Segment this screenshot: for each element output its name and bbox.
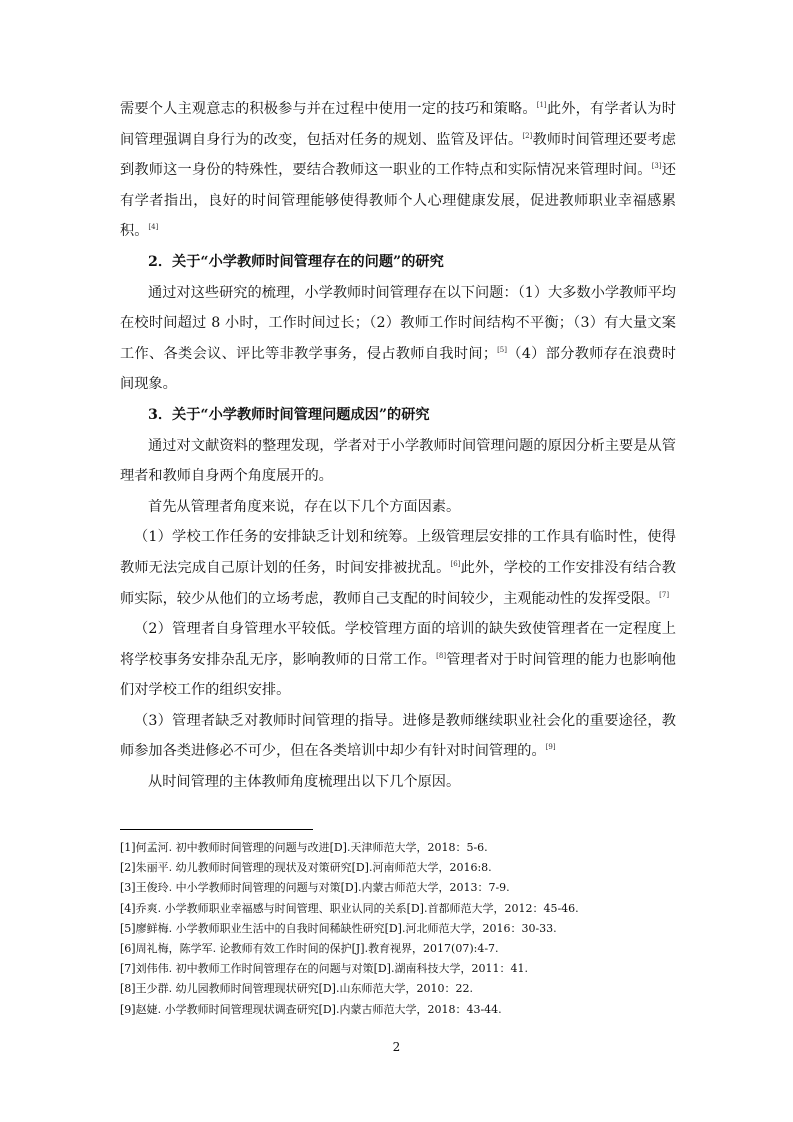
paragraph-6 xyxy=(120,614,676,706)
citation-ref: [9] xyxy=(545,743,556,752)
footnote-item: [4]乔爽. 小学教师职业幸福感与时间管理、职业认同的关系[D].首都师范大学，2012：45-46. xyxy=(120,901,579,915)
paragraph-8: 从时间管理的主体教师角度梳理出以下几个原因。 xyxy=(148,774,461,791)
text-run: 此外，学校的工作安排没有结合教师实际，较少从他们的立场考虑，教师自己支配的时间较少，主观能动性的发挥受限。 xyxy=(120,559,676,607)
citation-ref: [5] xyxy=(497,345,507,354)
footnote-item: [6]周礼梅，陈学军. 论教师有效工作时间的保护[J].教育视界，2017(07):4-7. xyxy=(120,942,499,956)
text-run: 还有学者指出，良好的时间管理能够使得教师个人心理健康发展，促进教师职业幸福感累积。 xyxy=(120,162,676,240)
paragraph-7 xyxy=(120,706,676,767)
paragraph-2 xyxy=(120,278,676,400)
citation-ref: [3] xyxy=(651,162,662,171)
paragraph-1 xyxy=(120,94,676,247)
citation-ref: [2] xyxy=(522,131,533,140)
text-run: （4）部分教师存在浪费时间现象。 xyxy=(120,345,676,393)
footnote-item: [8]王少群. 幼儿园教师时间管理现状研究[D].山东师范大学，2010：22. xyxy=(120,982,473,996)
footnote-item: [9]赵婕. 小学教师时间管理现状调查研究[D].内蒙古师范大学，2018：43-44. xyxy=(120,1002,502,1016)
footnotes xyxy=(120,838,676,1020)
paragraph-3: 通过对文献资料的整理发现，学者对于小学教师时间管理问题的原因分析主要是从管理者和教师自身两个角度展开的。 xyxy=(120,437,676,485)
section-heading-3: 3．关于“小学教师时间管理问题成因”的研究 xyxy=(148,406,430,423)
footnote-item: [7]刘伟伟. 初中教师工作时间管理存在的问题与对策[D].湖南科技大学，2011：41. xyxy=(120,962,528,976)
citation-ref: [1] xyxy=(536,101,547,109)
footnote-item: [5]廖鲜梅. 小学教师职业生活中的自我时间稀缺性研究[D].河北师范大学，2016：30-33. xyxy=(120,921,557,935)
paragraph-4: 首先从管理者角度来说，存在以下几个方面因素。 xyxy=(148,498,461,515)
text-run: 需要个人主观意志的积极参与并在过程中使用一定的技巧和策略。 xyxy=(120,101,537,117)
footnote-item: [2]朱丽平. 幼儿教师时间管理的现状及对策研究[D].河南师范大学，2016:8. xyxy=(120,861,492,875)
body-text xyxy=(120,94,676,798)
text-run: （1）学校工作任务的安排缺乏计划和统筹。上级管理层安排的工作具有临时性，使得教师无法完成自己原计划的任务，时间安排被扰乱。 xyxy=(120,529,676,576)
text-run: 此外，有学者认为时间管理强调自身行为的改变，包括对任务的规划、监管及评估。 xyxy=(120,101,676,148)
text-run: 通过对这些研究的梳理，小学教师时间管理存在以下问题：（1）大多数小学教师平均在校时间超过 8 小时，工作时间过长；（2）教师工作时间结构不平衡；（3）有大量文案工作、各类会议、评比等非教学事务，侵占教师自我时间； xyxy=(120,284,676,362)
citation-ref: [8] xyxy=(436,651,447,660)
section-heading-2: 2．关于“小学教师时间管理存在的问题”的研究 xyxy=(148,253,444,270)
text-run: 教师时间管理还要考虑到教师这一身份的特殊性，要结合教师这一职业的工作特点和实际情况来管理时间。 xyxy=(120,131,676,179)
citation-ref: [6] xyxy=(450,559,461,568)
footnote-separator xyxy=(120,829,313,830)
text-run: （3）管理者缺乏对教师时间管理的指导。进修是教师继续职业社会化的重要途径，教师参加各类进修必不可少，但在各类培训中却少有针对时间管理的。 xyxy=(120,712,676,760)
paragraph-5 xyxy=(120,522,676,614)
citation-ref: [4] xyxy=(148,223,159,232)
text-run: （2）管理者自身管理水平较低。学校管理方面的培训的缺失致使管理者在一定程度上将学校事务安排杂乱无序，影响教师的日常工作。 xyxy=(120,621,676,668)
citation-ref: [7] xyxy=(659,590,670,599)
footnote-item: [1]何孟河. 初中教师时间管理的问题与改进[D].天津师范大学，2018：5-6. xyxy=(120,841,488,854)
text-run: 管理者对于时间管理的能力也影响他们对学校工作的组织安排。 xyxy=(120,651,676,699)
page-number: 2 xyxy=(392,1040,401,1054)
footnote-item: [3]王俊玲. 中小学教师时间管理的问题与对策[D].内蒙古师范大学，2013：7-9. xyxy=(120,881,510,895)
